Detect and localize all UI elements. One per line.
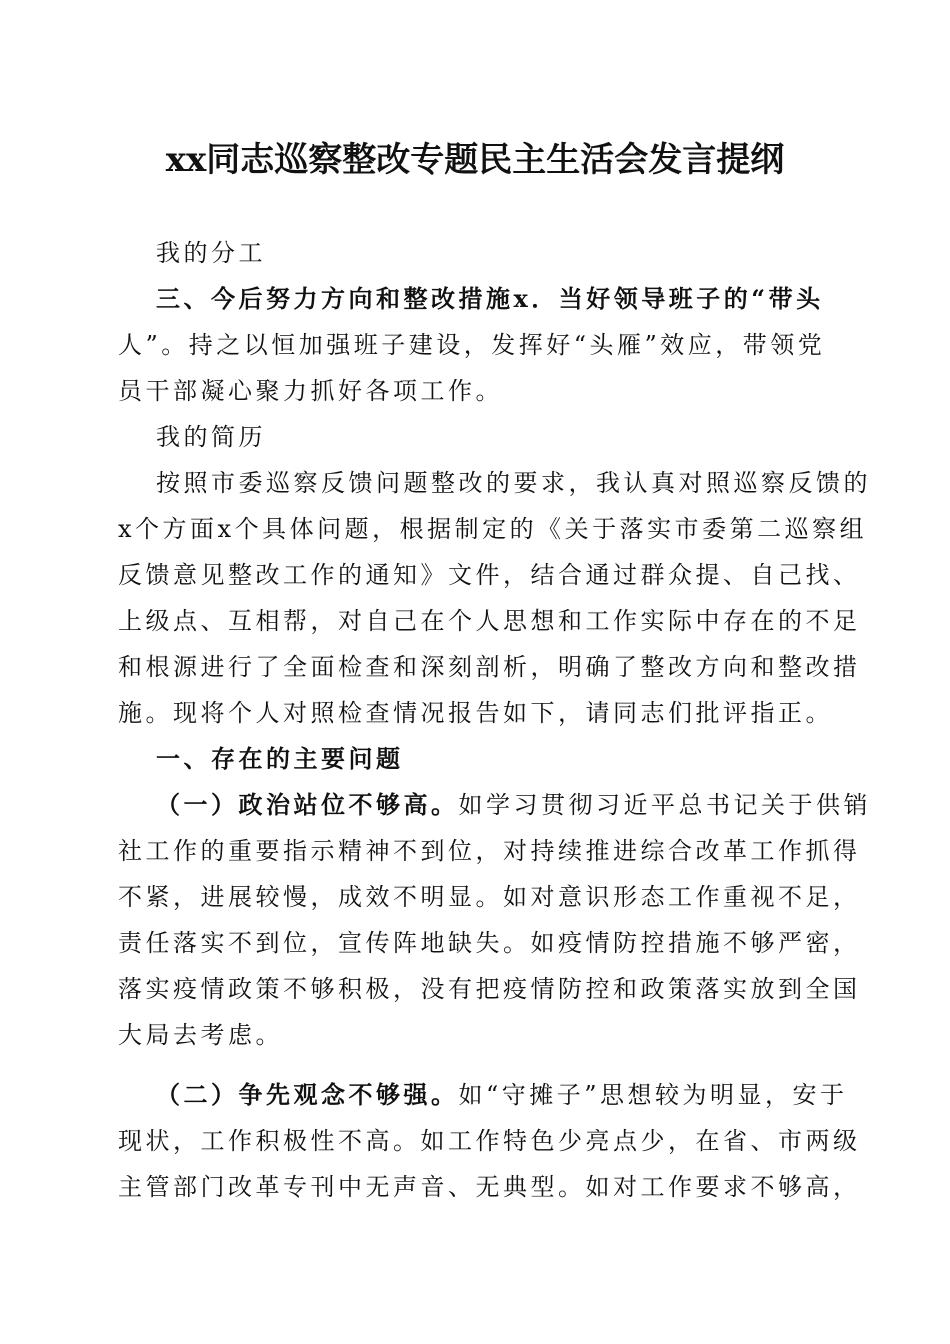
paragraph-resume: 我的简历 bbox=[156, 423, 266, 451]
paragraph-line: 和根源进行了全面检查和深刻剖析，明确了整改方向和整改措 bbox=[118, 653, 861, 681]
document-body bbox=[118, 230, 871, 1210]
paragraph-line: 员干部凝心聚力抓好各项工作。 bbox=[118, 377, 503, 405]
paragraph-line: 人”。持之以恒加强班子建设，发挥好“头雁”效应，带领党 bbox=[118, 331, 826, 359]
paragraph-division-of-work: 我的分工 bbox=[156, 239, 266, 267]
paragraph-line: 社工作的重要指示精神不到位，对持续推进综合改革工作抓得 bbox=[118, 837, 861, 865]
paragraph-line: 三、今后努力方向和整改措施x．当好领导班子的“带头 bbox=[156, 284, 824, 313]
paragraph-text: 如“守摊子”思想较为明显，安于 bbox=[458, 1081, 848, 1109]
document-title: xx同志巡察整改专题民主生活会发言提纲 bbox=[165, 140, 785, 180]
paragraph-line: 主管部门改革专刊中无声音、无典型。如对工作要求不够高， bbox=[118, 1173, 861, 1201]
paragraph-line: 上级点、互相帮，对自己在个人思想和工作实际中存在的不足 bbox=[118, 607, 861, 635]
paragraph-line: 责任落实不到位，宣传阵地缺失。如疫情防控措施不够严密， bbox=[118, 929, 861, 957]
paragraph-line: 不紧，进展较慢，成效不明显。如对意识形态工作重视不足， bbox=[118, 883, 861, 911]
paragraph-text: 如学习贯彻习近平总书记关于供销 bbox=[458, 791, 871, 819]
paragraph-line: 按照市委巡察反馈问题整改的要求，我认真对照巡察反馈的 bbox=[156, 469, 871, 497]
paragraph-line: 大局去考虑。 bbox=[118, 1021, 283, 1049]
paragraph-line: 落实疫情政策不够积极，没有把疫情防控和政策落实放到全国 bbox=[118, 975, 861, 1003]
subsection-lead: （二）争先观念不够强。 bbox=[156, 1080, 459, 1109]
paragraph-line: 施。现将个人对照检查情况报告如下，请同志们批评指正。 bbox=[118, 699, 833, 727]
paragraph-line: 反馈意见整改工作的通知》文件，结合通过群众提、自己找、 bbox=[118, 561, 861, 589]
subsection-lead: （一）政治站位不够高。 bbox=[156, 790, 459, 819]
paragraph-line bbox=[118, 782, 871, 828]
paragraph-line: x个方面x个具体问题，根据制定的《关于落实市委第二巡察组 bbox=[118, 515, 868, 543]
paragraph-line bbox=[118, 1072, 848, 1118]
paragraph-spacer bbox=[118, 1058, 834, 1072]
paragraph-line: 现状，工作积极性不高。如工作特色少亮点少，在省、市两级 bbox=[118, 1127, 861, 1155]
section-heading: 一、存在的主要问题 bbox=[156, 744, 404, 773]
